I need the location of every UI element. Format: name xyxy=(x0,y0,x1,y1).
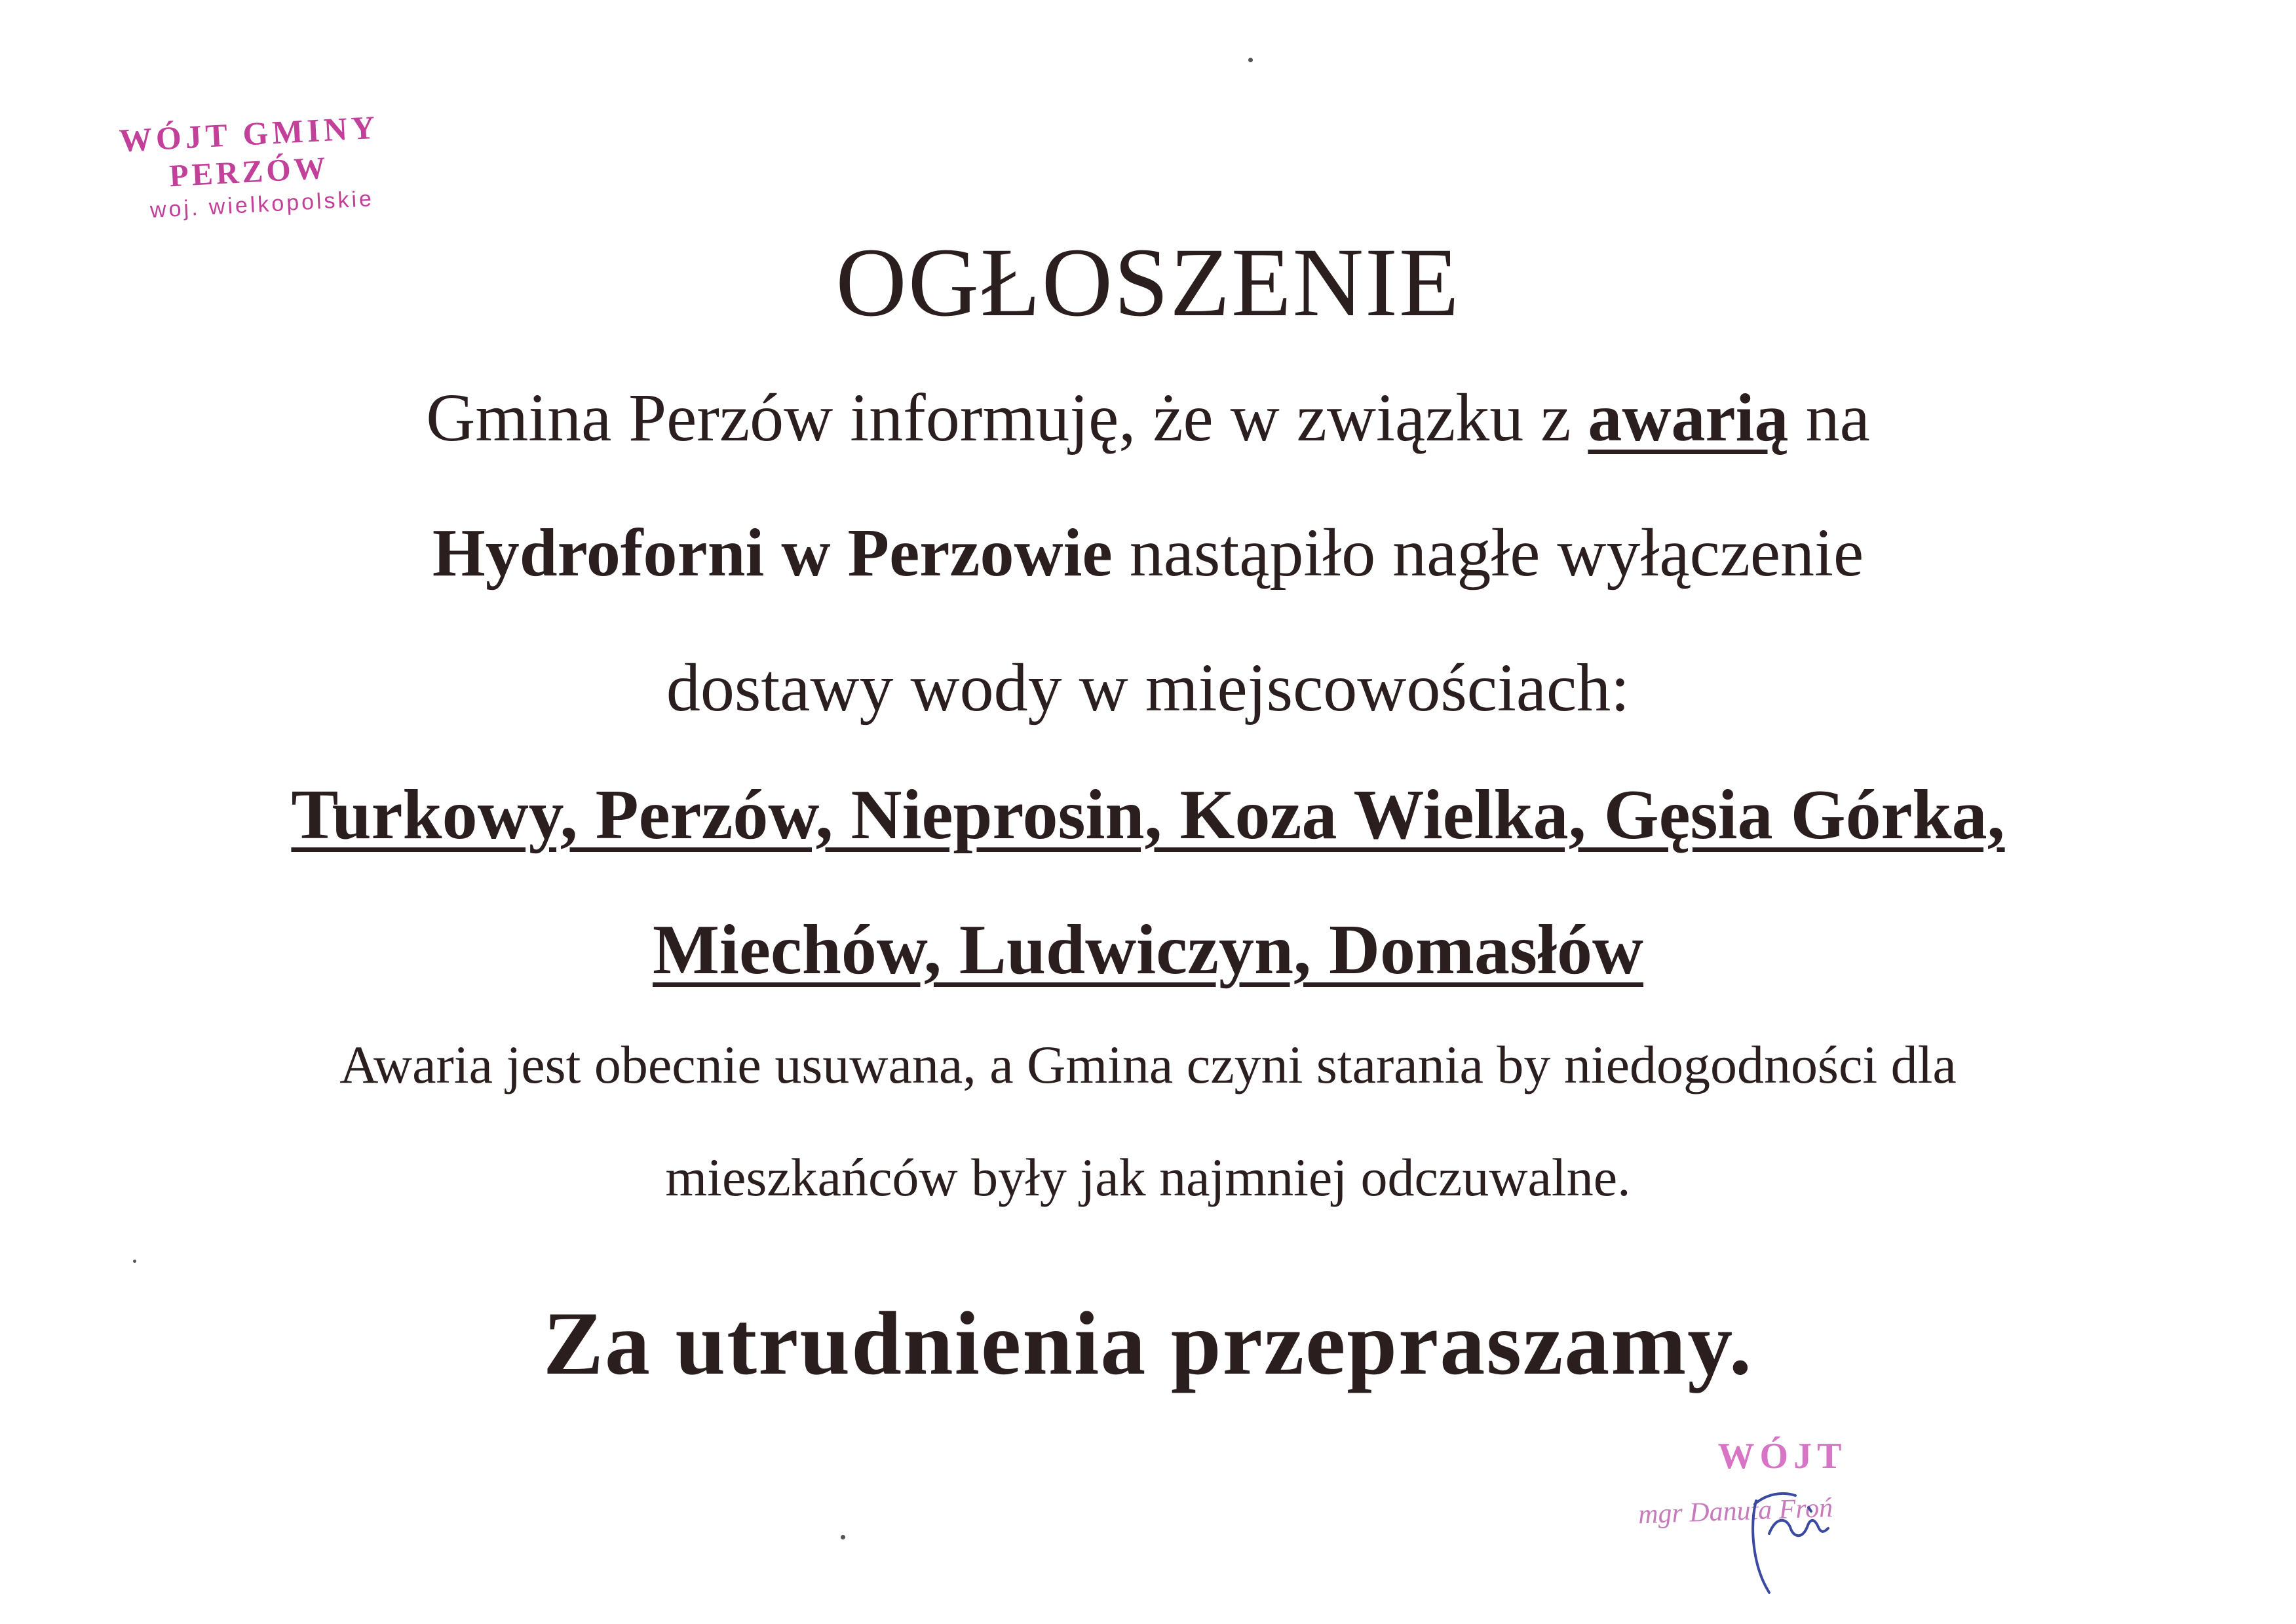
body-line-3: dostawy wody w miejscowościach: xyxy=(666,650,1630,725)
scan-speck xyxy=(841,1535,845,1539)
affected-villages-line-2 xyxy=(0,910,2296,991)
mayor-stamp-name: mgr Danuta Froń xyxy=(1637,1492,1833,1530)
body-line-2-end: nastąpiło nagłe wyłączenie xyxy=(1112,515,1864,590)
failure-word: awarią xyxy=(1588,380,1789,455)
scan-speck xyxy=(133,1260,136,1263)
scan-speck xyxy=(1248,58,1253,62)
villages-list-1: Turkowy, Perzów, Nieprosin, Koza Wielka, Gęsia Górka, xyxy=(291,776,2005,854)
stamp-line-3: woj. wielkopolskie xyxy=(149,186,375,223)
mayor-stamp xyxy=(1618,1429,1933,1599)
affected-villages-line-1 xyxy=(0,775,2296,856)
body-line-1-start: Gmina Perzów informuję, że w związku z xyxy=(426,380,1588,455)
announcement-title: OGŁOSZENIE xyxy=(835,228,1461,337)
body-line-2 xyxy=(0,514,2296,592)
handwritten-signature-icon xyxy=(1730,1455,1861,1599)
stamp-line-2: PERZÓW xyxy=(168,150,330,194)
villages-list-2: Miechów, Ludwiczyn, Domasłów xyxy=(653,911,1643,989)
body-line-1-end: na xyxy=(1788,380,1870,455)
apology-closing: Za utrudnienia przepraszamy. xyxy=(543,1293,1753,1393)
municipality-stamp xyxy=(79,108,419,239)
body-line-7: mieszkańców były jak najmniej odczuwalne. xyxy=(665,1148,1631,1207)
body-line-6: Awaria jest obecnie usuwana, a Gmina czyni starania by niedogodności dla xyxy=(339,1035,1957,1094)
mayor-stamp-title: WÓJT xyxy=(1717,1436,1847,1477)
stamp-line-1: WÓJT GMINY xyxy=(118,108,380,159)
facility-name: Hydroforni w Perzowie xyxy=(432,515,1113,590)
body-line-1 xyxy=(0,379,2296,457)
